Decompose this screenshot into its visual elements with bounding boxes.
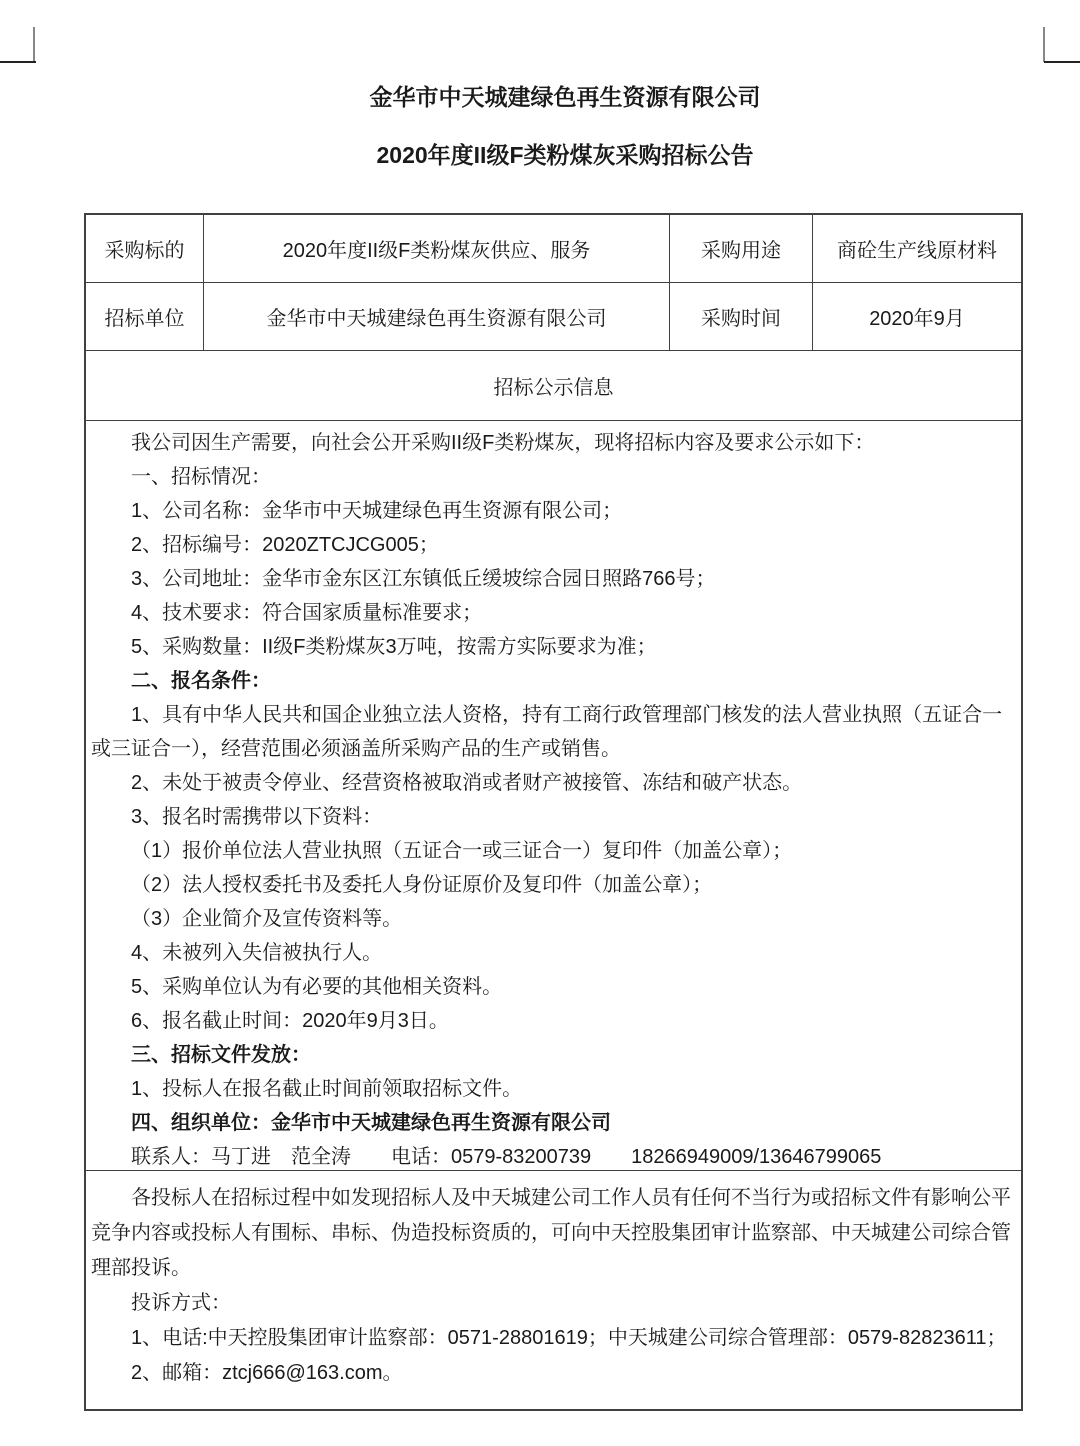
announcement-paragraph-9: 1、具有中华人民共和国企业独立法人资格，持有工商行政管理部门核发的法人营业执照（五证合一或三证合一），经营范围必须涵盖所采购产品的生产或销售。 bbox=[91, 704, 1003, 760]
announcement-paragraph-20: 四、组织单位：金华市中天城建绿色再生资源有限公司 bbox=[131, 1112, 611, 1134]
section-header-tender-publicity: 招标公示信息 bbox=[86, 351, 1021, 421]
announcement-paragraph-16: 5、采购单位认为有必要的其他相关资料。 bbox=[131, 976, 503, 998]
complaint-paragraph-4: 2、邮箱：ztcj666@163.com。 bbox=[131, 1362, 403, 1384]
title-block bbox=[84, 84, 1023, 168]
announcement-paragraph-7: 5、采购数量：II级F类粉煤灰3万吨，按需方实际要求为准； bbox=[131, 636, 657, 658]
announcement-paragraph-12: （1）报价单位法人营业执照（五证合一或三证合一）复印件（加盖公章）； bbox=[131, 840, 793, 862]
label-procurement-use: 采购用途 bbox=[670, 215, 813, 283]
announcement-paragraph-18: 三、招标文件发放： bbox=[131, 1044, 311, 1066]
announcement-paragraph-1: 我公司因生产需要，向社会公开采购II级F类粉煤灰，现将招标内容及要求公示如下： bbox=[131, 432, 875, 454]
document-title-company: 金华市中天城建绿色再生资源有限公司 bbox=[369, 84, 761, 110]
announcement-paragraph-15: 4、未被列入失信被执行人。 bbox=[131, 942, 383, 964]
announcement-paragraph-4: 2、招标编号：2020ZTCJCG005； bbox=[131, 534, 439, 556]
announcement-paragraph-6: 4、技术要求：符合国家质量标准要求； bbox=[131, 602, 483, 624]
announcement-paragraph-8: 二、报名条件： bbox=[131, 670, 271, 692]
value-tendering-unit: 金华市中天城建绿色再生资源有限公司 bbox=[204, 283, 670, 351]
announcement-paragraph-3: 1、公司名称：金华市中天城建绿色再生资源有限公司； bbox=[131, 500, 623, 522]
announcement-paragraph-17: 6、报名截止时间：2020年9月3日。 bbox=[131, 1010, 449, 1032]
corner-mark-right-vertical bbox=[1043, 27, 1045, 62]
announcement-paragraph-11: 3、报名时需携带以下资料： bbox=[131, 806, 383, 828]
announcement-paragraph-5: 3、公司地址：金华市金东区江东镇低丘缓坡综合园日照路766号； bbox=[131, 568, 716, 590]
value-procurement-use: 商砼生产线原材料 bbox=[813, 215, 1021, 283]
announcement-body bbox=[86, 421, 1021, 1171]
value-procurement-subject: 2020年度II级F类粉煤灰供应、服务 bbox=[204, 215, 670, 283]
corner-mark-right-horizontal bbox=[1044, 61, 1080, 63]
label-tendering-unit: 招标单位 bbox=[86, 283, 204, 351]
announcement-paragraph-2: 一、招标情况： bbox=[131, 466, 271, 488]
announcement-paragraph-19: 1、投标人在报名截止时间前领取招标文件。 bbox=[131, 1078, 523, 1100]
complaint-paragraph-2: 投诉方式： bbox=[131, 1292, 231, 1314]
corner-mark-left-horizontal bbox=[0, 61, 36, 63]
value-procurement-time: 2020年9月 bbox=[813, 283, 1021, 351]
complaint-body bbox=[86, 1171, 1021, 1409]
announcement-paragraph-10: 2、未处于被责令停业、经营资格被取消或者财产被接管、冻结和破产状态。 bbox=[131, 772, 803, 794]
complaint-paragraph-3: 1、电话:中天控股集团审计监察部：0571-28801619；中天城建公司综合管理部：0579-82823611； bbox=[131, 1327, 1007, 1349]
label-procurement-time: 采购时间 bbox=[670, 283, 813, 351]
announcement-paragraph-14: （3）企业简介及宣传资料等。 bbox=[131, 908, 403, 930]
announcement-paragraph-21: 联系人：马丁进 范全涛 电话：0579-83200739 18266949009/13646799065 bbox=[131, 1146, 882, 1168]
complaint-paragraph-1: 各投标人在招标过程中如发现招标人及中天城建公司工作人员有任何不当行为或招标文件有影响公平竞争内容或投标人有围标、串标、伪造投标资质的，可向中天控股集团审计监察部、中天城建公司综合管理部投诉。 bbox=[91, 1187, 1011, 1279]
document-title-announcement: 2020年度II级F类粉煤灰采购招标公告 bbox=[376, 142, 754, 168]
tender-info-table bbox=[84, 213, 1023, 1411]
label-procurement-subject: 采购标的 bbox=[86, 215, 204, 283]
announcement-paragraph-13: （2）法人授权委托书及委托人身份证原价及复印件（加盖公章）； bbox=[131, 874, 713, 896]
corner-mark-left-vertical bbox=[33, 27, 35, 62]
